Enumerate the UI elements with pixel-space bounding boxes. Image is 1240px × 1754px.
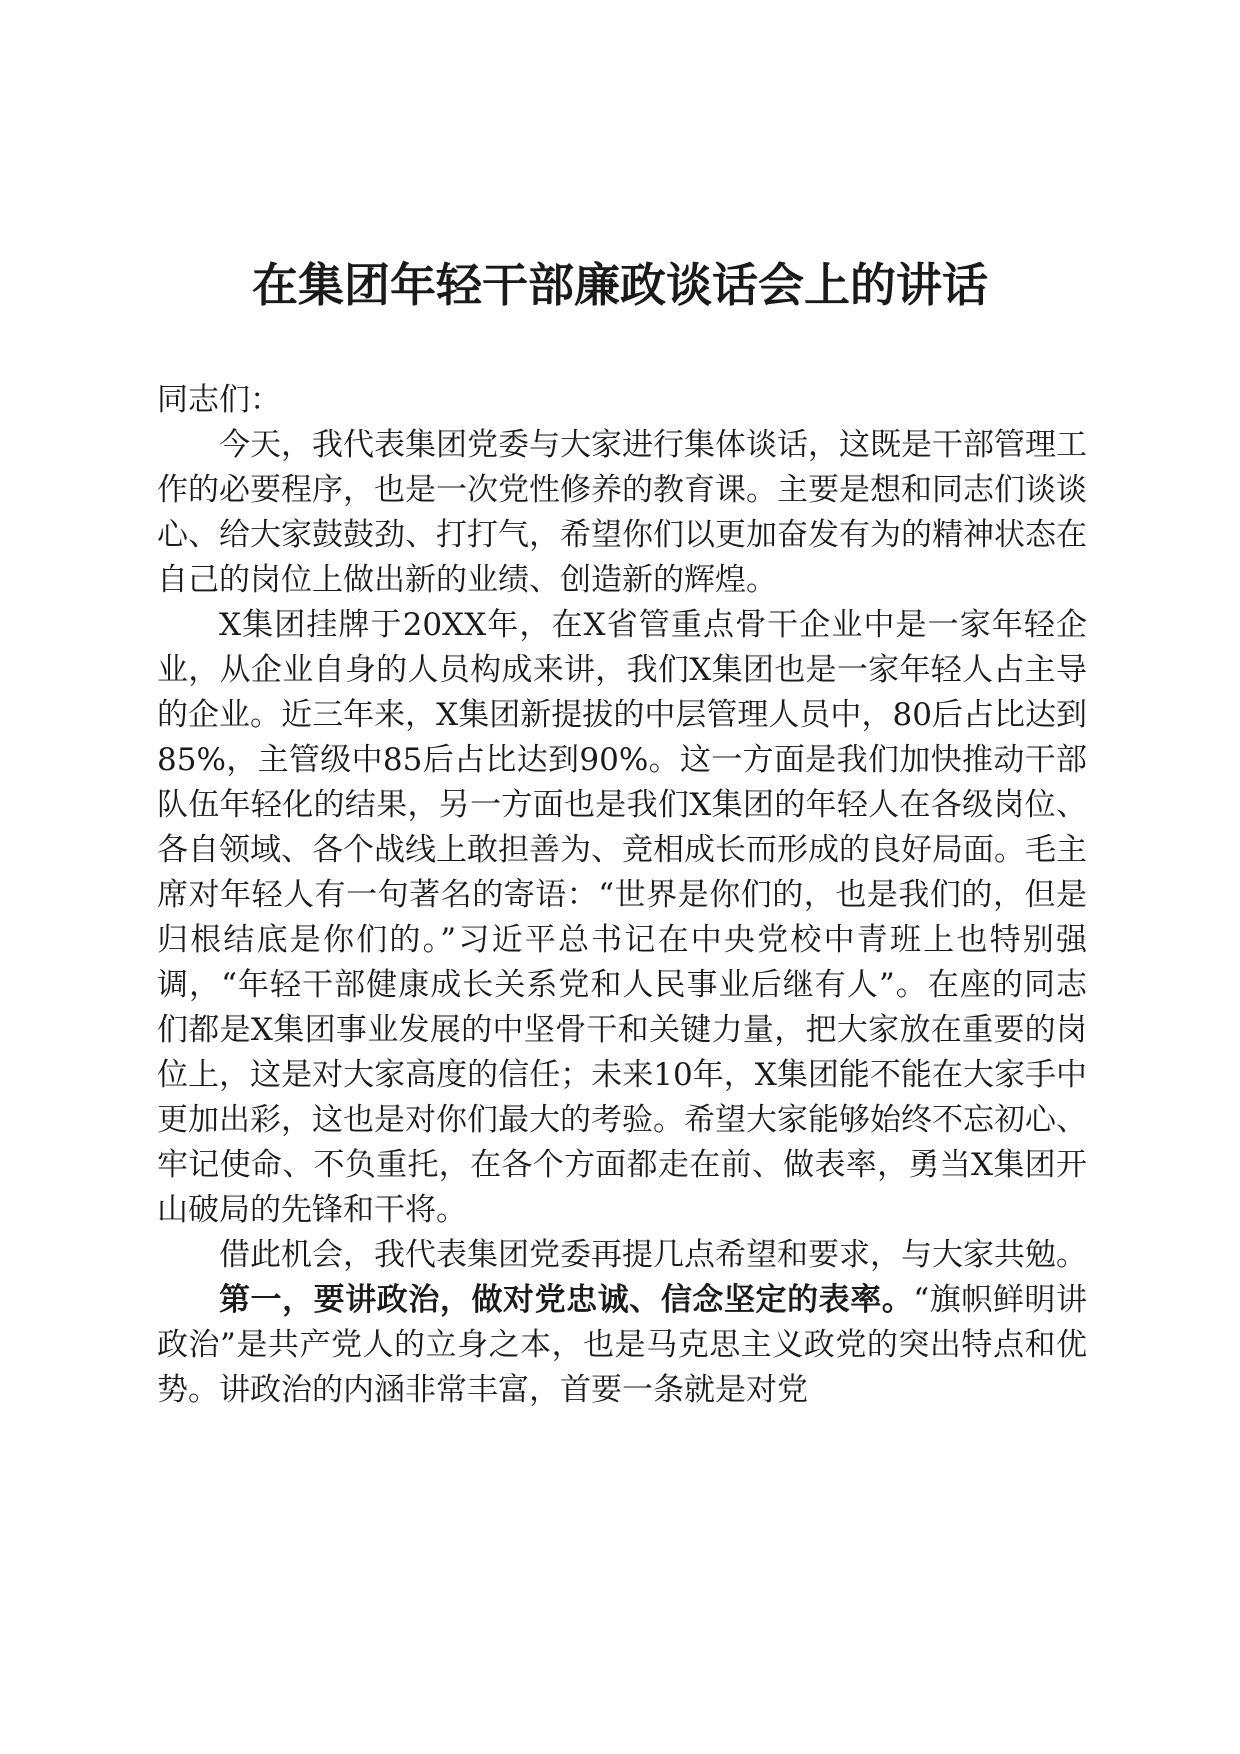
salutation: 同志们： [157,382,281,418]
document-body [157,378,1087,1413]
first-point-text: “旗帜鲜明讲政治”是共产党人的立身之本，也是马克思主义政党的突出特点和优势。讲政治的内涵非常丰富，首要一条就是对党 [157,1282,1087,1408]
paragraph-transition: 借此机会，我代表集团党委再提几点希望和要求，与大家共勉。 [219,1237,1087,1273]
paragraph-group-background: X集团挂牌于20XX年，在X省管重点骨干企业中是一家年轻企业，从企业自身的人员构成来讲，我们X集团也是一家年轻人占主导的企业。近三年来，X集团新提拔的中层管理人员中，80后占比达到85%，主管级中85后占比达到90%。这一方面是我们加快推动干部队伍年轻化的结果，另一方面也是我们X集团的年轻人在各级岗位、各自领域、各个战线上敢担善为、竞相成长而形成的良好局面。毛主席对年轻人有一句著名的寄语：“世界是你们的，也是我们的，但是归根结底是你们的。”习近平总书记在中央党校中青班上也特别强调，“年轻干部健康成长关系党和人民事业后继有人”。在座的同志们都是X集团事业发展的中坚骨干和关键力量，把大家放在重要的岗位上，这是对大家高度的信任；未来10年，X集团能不能在大家手中更加出彩，这也是对你们最大的考验。希望大家能够始终不忘初心、牢记使命、不负重托，在各个方面都走在前、做表率，勇当X集团开山破局的先锋和干将。 [157,607,1087,1228]
document-title: 在集团年轻干部廉政谈话会上的讲话 [252,258,988,312]
paragraph-opening: 今天，我代表集团党委与大家进行集体谈话，这既是干部管理工作的必要程序，也是一次党性修养的教育课。主要是想和同志们谈谈心、给大家鼓鼓劲、打打气，希望你们以更加奋发有为的精神状态在自己的岗位上做出新的业绩、创造新的辉煌。 [157,427,1087,598]
first-point-heading: 第一，要讲政治，做对党忠诚、信念坚定的表率。 [219,1282,914,1318]
paragraph-first-point [157,1278,1087,1413]
